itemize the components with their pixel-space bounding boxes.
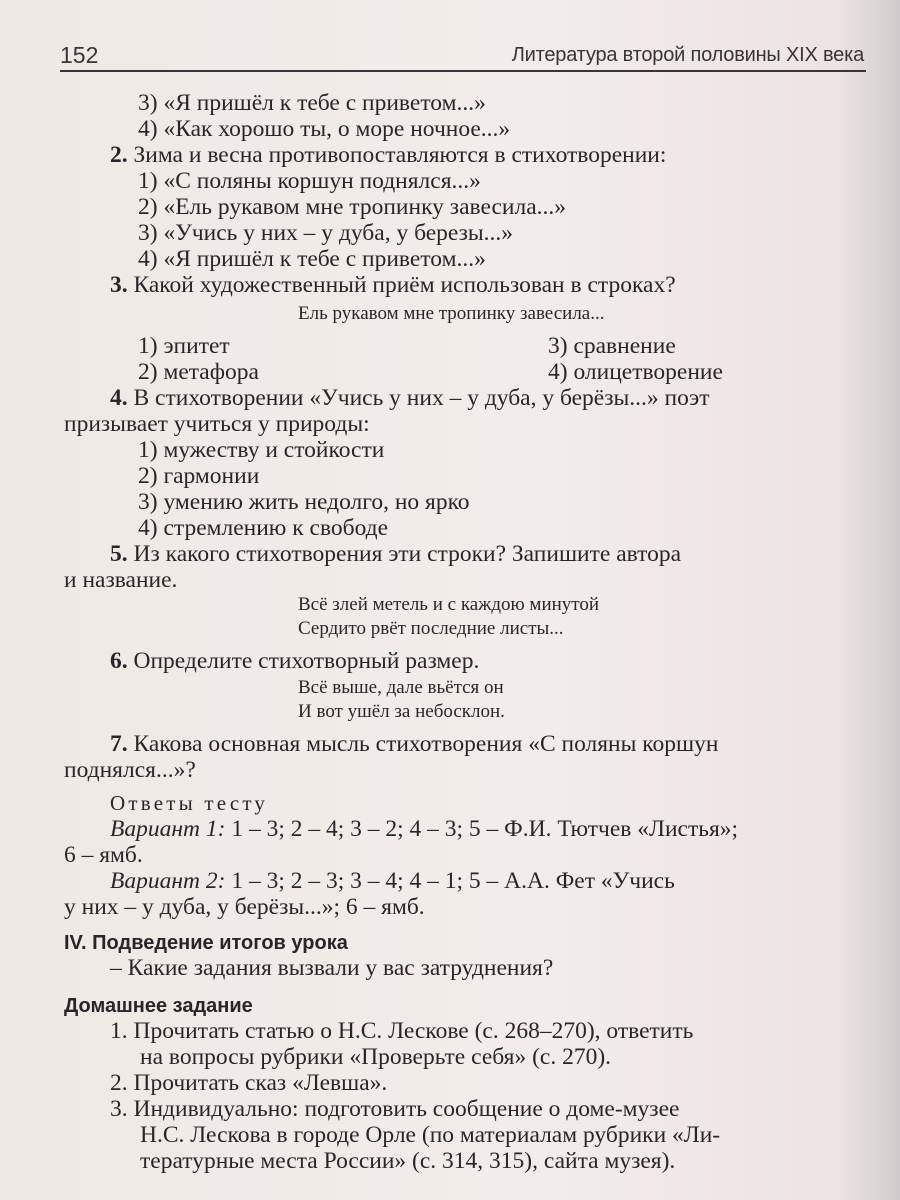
q3-option-3: 3) сравнение: [548, 333, 676, 359]
homework-item-1-line-1: 1. Прочитать статью о Н.С. Лескове (с. 268–270), ответить: [110, 1018, 694, 1044]
q3-option-1: 1) эпитет: [138, 333, 230, 359]
page-number: 152: [60, 42, 99, 68]
q3-option-2: 2) метафора: [138, 359, 259, 385]
q6-quote-line-2: И вот ушёл за небосклон.: [298, 701, 505, 722]
question-3: [110, 272, 676, 298]
homework-item-3-line-1: 3. Индивидуально: подготовить сообщение о доме-музее: [110, 1096, 680, 1122]
answers-variant-1-line-2: 6 – ямб.: [64, 842, 143, 868]
question-5-line-2: и название.: [64, 567, 178, 593]
homework-item-3-line-3: тературные места России» (с. 314, 315), сайта музея).: [140, 1148, 676, 1174]
question-text: Какова основная мысль стихотворения «С поляны коршун: [127, 731, 719, 757]
question-number: 4.: [110, 385, 128, 411]
homework-heading: Домашнее задание: [64, 995, 253, 1017]
question-7-line-1: [110, 731, 718, 757]
q6-quote-line-1: Всё выше, дале вьётся он: [298, 677, 504, 698]
question-6: [110, 648, 479, 674]
question-2: [110, 142, 666, 168]
summary-heading: IV. Подведение итогов урока: [64, 932, 348, 954]
q2-option-2: 2) «Ель рукавом мне тропинку завесила...»: [138, 194, 567, 220]
homework-item-1-line-2: на вопросы рубрики «Проверьте себя» (с. 270).: [140, 1044, 612, 1070]
question-4-line-2: призывает учиться у природы:: [64, 411, 370, 437]
question-5-line-1: [110, 541, 681, 567]
question-number: 5.: [110, 541, 128, 567]
summary-question: – Какие задания вызвали у вас затруднения?: [110, 955, 554, 981]
answers-variant-2-line-1: [110, 868, 675, 894]
question-text: Определите стихотворный размер.: [127, 648, 480, 674]
question-number: 7.: [110, 731, 128, 757]
q4-option-3: 3) умению жить недолго, но ярко: [138, 489, 470, 515]
q4-option-4: 4) стремлению к свободе: [138, 515, 389, 541]
question-number: 3.: [110, 272, 128, 298]
answers-heading: Ответы тесту: [110, 791, 269, 815]
page-header: [60, 40, 866, 72]
question-text: Какой художественный приём использован в строках?: [127, 272, 676, 298]
q2-option-4: 4) «Я пришёл к тебе с приветом...»: [138, 246, 486, 272]
question-number: 6.: [110, 648, 128, 674]
question-4-line-1: [110, 385, 866, 411]
q3-quote: Ель рукавом мне тропинку завесила...: [298, 303, 605, 324]
question-text: Зима и весна противопоставляются в стихотворении:: [127, 142, 667, 168]
answers-variant-1-line-1: [110, 816, 738, 842]
variant-answers: 1 – 3; 2 – 3; 3 – 4; 4 – 1; 5 – А.А. Фет «Учись: [225, 868, 675, 894]
q3-option-4: 4) олицетворение: [548, 359, 723, 385]
variant-label: Вариант 1:: [110, 816, 226, 842]
question-number: 2.: [110, 142, 128, 168]
q5-quote-line-1: Всё злей метель и с каждою минутой: [298, 594, 600, 615]
homework-item-2: 2. Прочитать сказ «Левша».: [110, 1070, 388, 1096]
q4-option-2: 2) гармонии: [138, 463, 260, 489]
q4-option-1: 1) мужеству и стойкости: [138, 437, 385, 463]
q2-option-3: 3) «Учись у них – у дуба, у березы...»: [138, 220, 514, 246]
q1-option-4: 4) «Как хорошо ты, о море ночное...»: [138, 116, 511, 142]
q2-option-1: 1) «С поляны коршун поднялся...»: [138, 168, 481, 194]
answers-variant-2-line-2: у них – у дуба, у берёзы...»; 6 – ямб.: [64, 894, 425, 920]
question-7-line-2: поднялся...»?: [64, 757, 196, 783]
question-text: Из какого стихотворения эти строки? Запишите автора: [127, 541, 682, 567]
question-text: В стихотворении «Учись у них – у дуба, у берёзы...» поэт: [127, 385, 710, 411]
q1-option-3: 3) «Я пришёл к тебе с приветом...»: [138, 90, 486, 116]
q5-quote-line-2: Сердито рвёт последние листы...: [298, 618, 564, 639]
variant-label: Вариант 2:: [110, 868, 226, 894]
variant-answers: 1 – 3; 2 – 4; 3 – 2; 4 – 3; 5 – Ф.И. Тютчев «Листья»;: [225, 816, 739, 842]
homework-item-3-line-2: Н.С. Лескова в городе Орле (по материалам рубрики «Ли-: [140, 1122, 721, 1148]
running-title: Литература второй половины XIX века: [511, 44, 864, 66]
